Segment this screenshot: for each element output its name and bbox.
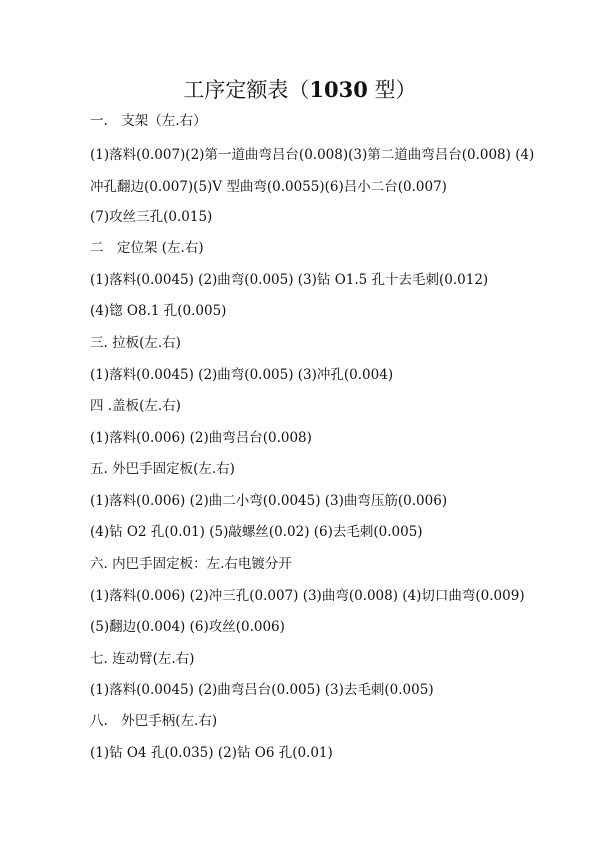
section-3-line-1: (1)落料(0.0045) (2)曲弯(0.005) (3)冲孔(0.004)	[90, 367, 394, 383]
title-model: 1030	[309, 77, 368, 102]
section-2-line-1: (1)落料(0.0045) (2)曲弯(0.005) (3)钻 O1.5 孔十去毛刺(0.012)	[90, 272, 489, 288]
section-6-line-1: (1)落料(0.006) (2)冲三孔(0.007) (3)曲弯(0.008) (4)切口曲弯(0.009)	[90, 588, 525, 604]
section-8-line-1: (1)钻 O4 孔(0.035) (2)钻 O6 孔(0.01)	[90, 745, 333, 761]
section-5-line-2: (4)钻 O2 孔(0.01) (5)敲螺丝(0.02) (6)去毛刺(0.005)	[90, 524, 423, 540]
section-1-line-2: 冲孔翻边(0.007)(5)V 型曲弯(0.0055)(6)吕小二台(0.007)	[90, 179, 447, 195]
section-heading-6: 六. 内巴手固定板：左.右电镀分开	[90, 556, 292, 572]
section-heading-4: 四 .盖板(左.右)	[90, 398, 181, 414]
section-5-line-1: (1)落料(0.006) (2)曲二小弯(0.0045) (3)曲弯压筋(0.006)	[90, 493, 448, 509]
section-heading-5: 五. 外巴手固定板(左.右)	[90, 461, 235, 477]
page-title	[0, 76, 600, 104]
section-1-line-3: (7)攻丝三孔(0.015)	[90, 209, 213, 225]
section-6-line-2: (5)翻边(0.004) (6)攻丝(0.006)	[90, 619, 285, 635]
section-heading-2: 二 定位架 (左.右)	[90, 240, 204, 256]
section-2-line-2: (4)锪 O8.1 孔(0.005)	[90, 303, 227, 319]
section-heading-1: 一. 支架（左.右）	[90, 113, 207, 129]
section-heading-7: 七. 连动臂(左.右)	[90, 651, 195, 667]
section-heading-3: 三. 拉板(左.右)	[90, 335, 181, 351]
section-heading-8: 八. 外巴手柄(左.右)	[90, 713, 218, 729]
section-1-line-1: (1)落料(0.007)(2)第一道曲弯吕台(0.008)(3)第二道曲弯吕台(0.008) (4)	[90, 147, 535, 163]
section-7-line-1: (1)落料(0.0045) (2)曲弯吕台(0.005) (3)去毛刺(0.005)	[90, 682, 434, 698]
section-4-line-1: (1)落料(0.006) (2)曲弯吕台(0.008)	[90, 430, 312, 446]
title-prefix: 工序定额表（	[183, 78, 310, 102]
title-suffix: 型）	[367, 78, 417, 102]
